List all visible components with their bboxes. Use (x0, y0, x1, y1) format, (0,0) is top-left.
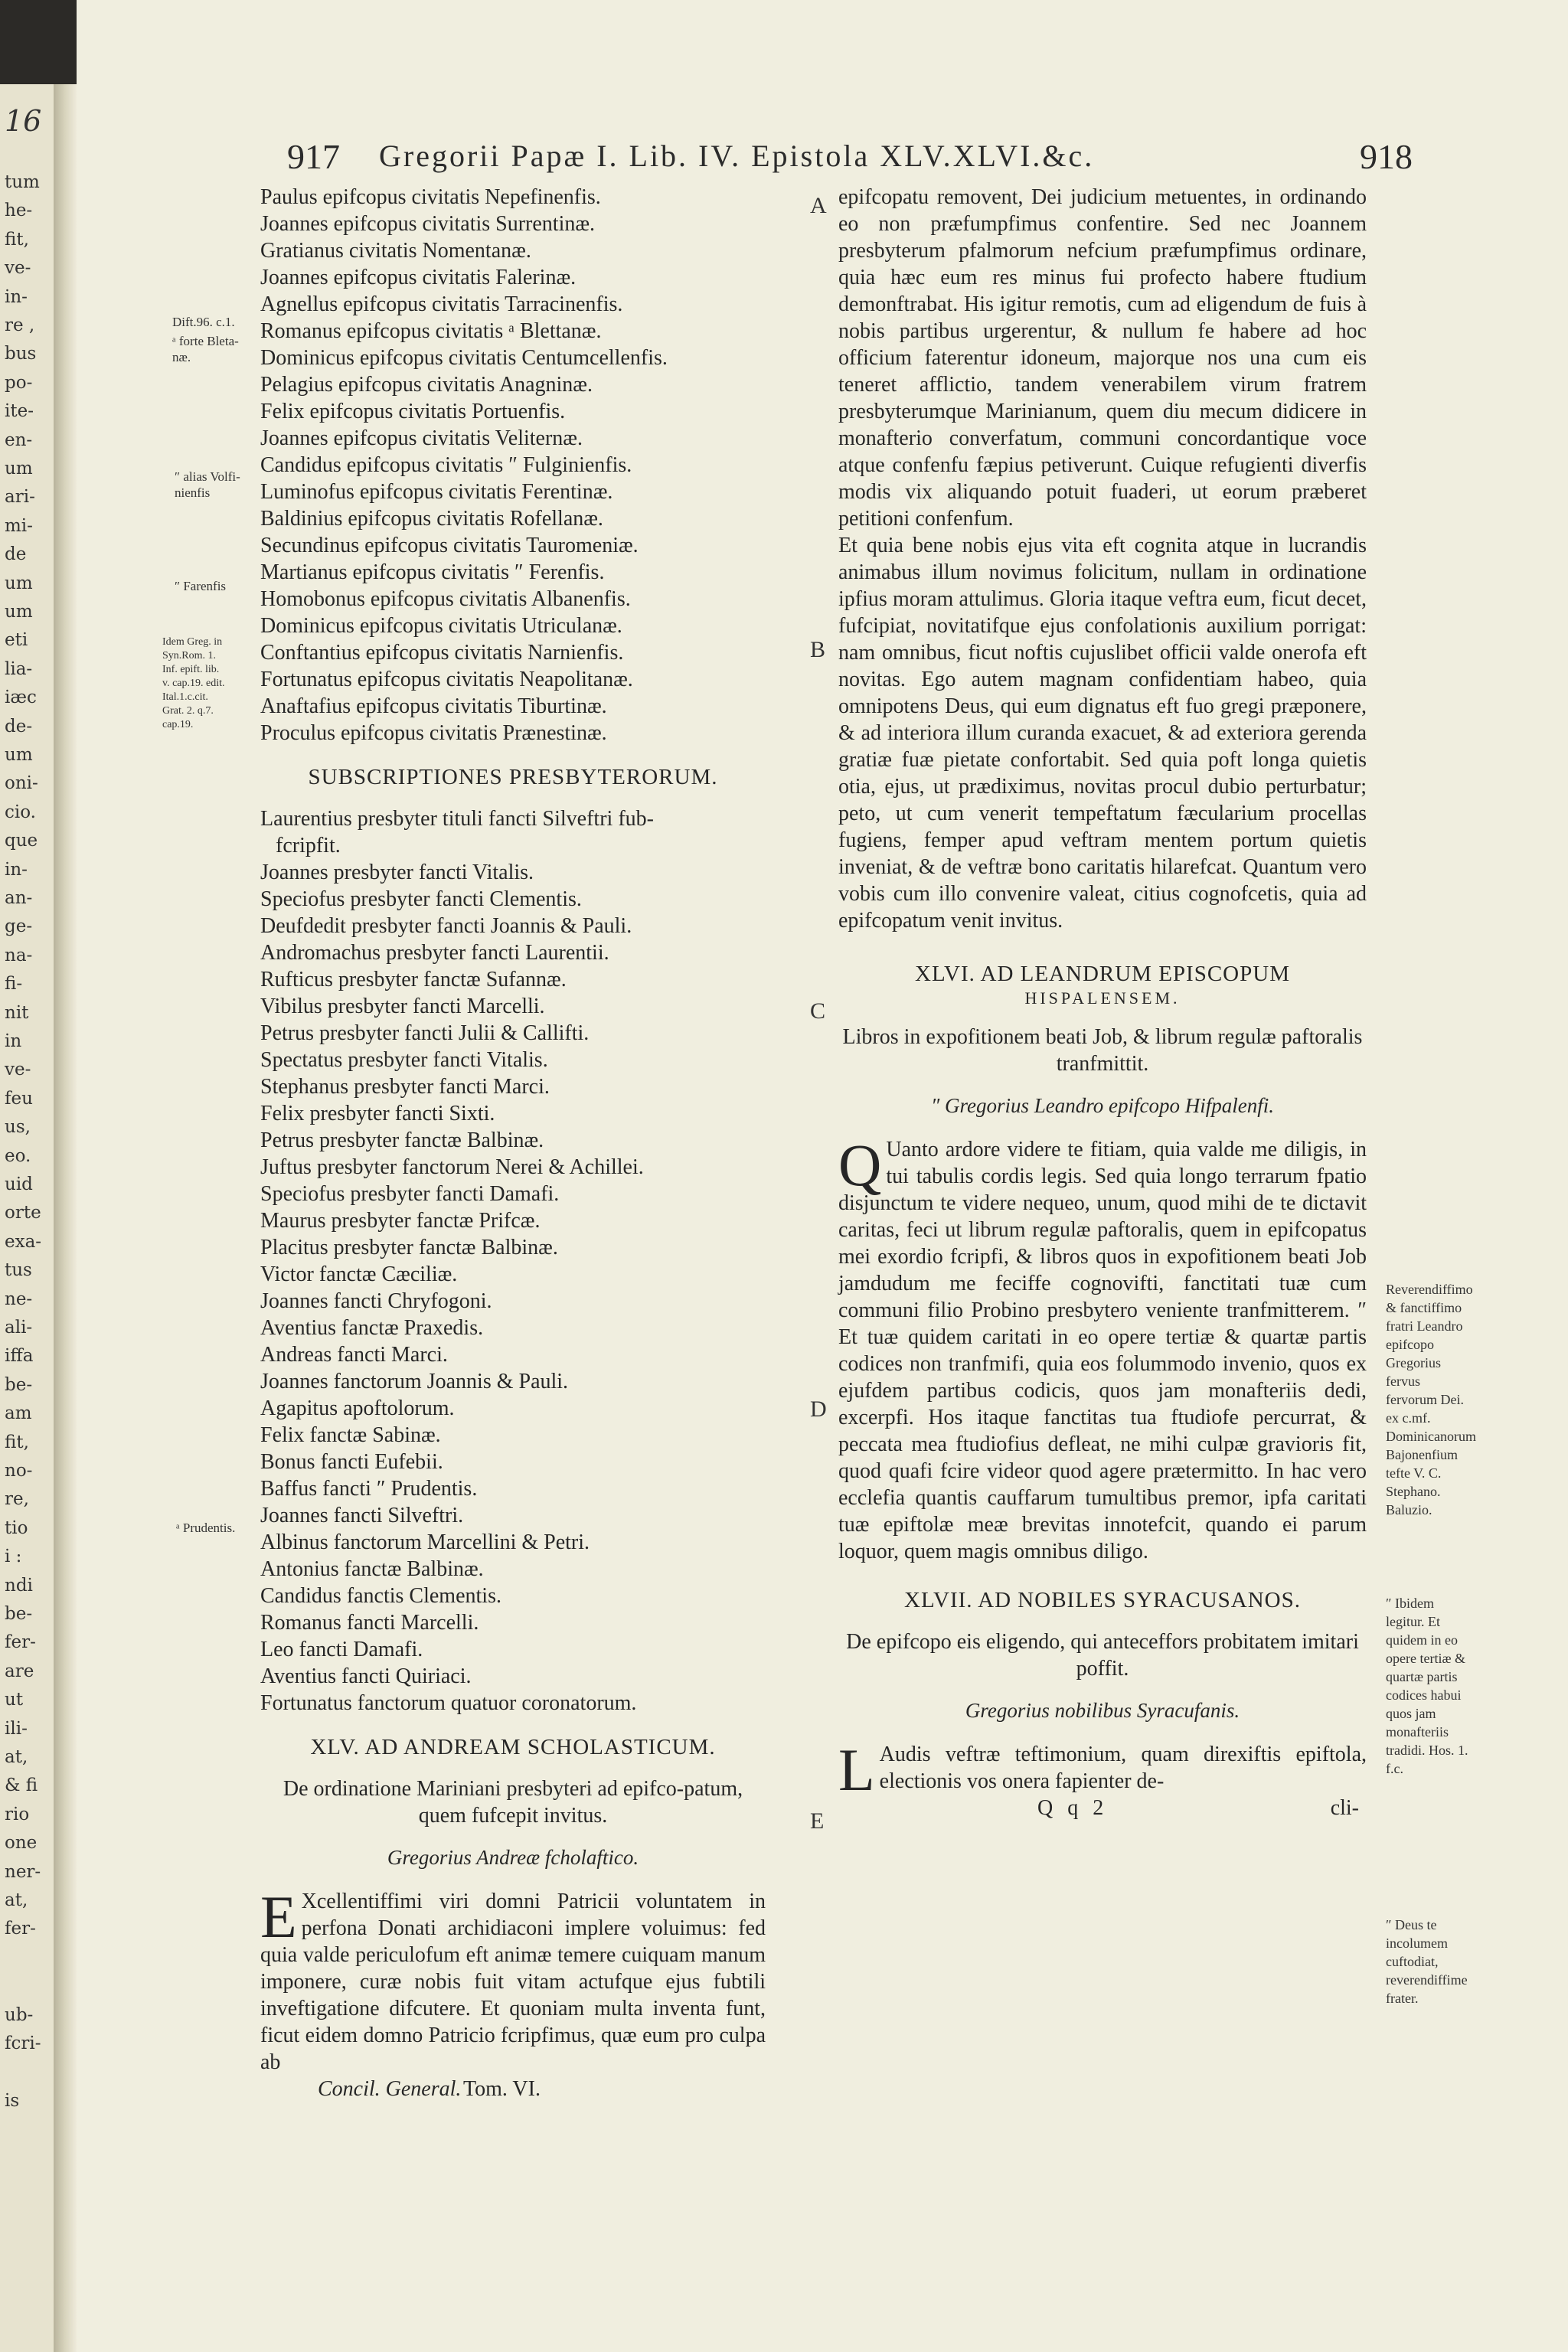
presbyter-subscription-line: Candidus fanctis Clementis. (260, 1584, 501, 1608)
bishop-subscription-line: Conftantius epifcopus civitatis Narnienfis. (260, 641, 624, 665)
letter-xlv-summary: De ordinatione Mariniani presbyteri ad epifco-patum, quem fufcepit invitus. (283, 1777, 743, 1828)
left-column (260, 184, 766, 2103)
previous-page-fragment: no- (5, 1461, 33, 1481)
drop-cap: E (260, 1883, 297, 1950)
drop-cap: Q (838, 1132, 882, 1198)
presbyter-subscription-line: Felix presbyter fancti Sixti. (260, 1102, 495, 1125)
previous-page-fragment: an- (5, 888, 33, 908)
presbyter-subscription-line: Placitus presbyter fanctæ Balbinæ. (260, 1236, 558, 1259)
bishop-subscription-line: Secundinus epifcopus civitatis Tauromeniæ. (260, 534, 639, 557)
bishop-subscription-line: Joannes epifcopus civitatis Falerinæ. (260, 266, 577, 289)
margin-note-prudentis: ᵃ Prudentis. (176, 1521, 236, 1535)
presbyter-subscription-line: Deufdedit presbyter fancti Joannis & Pauli. (260, 914, 632, 938)
letter-xlvi-body (838, 1132, 1367, 1565)
previous-page-fragment: ari- (5, 487, 35, 508)
previous-page-fragment: ve- (5, 1060, 31, 1080)
bishop-subscription-line: Gratianus civitatis Nomentanæ. (260, 239, 531, 263)
signature-mark: Q q 2 (1037, 1796, 1109, 1820)
margin-note-ibidem: ″ Ibidem legitur. Et quidem in eo opere tertiæ & quartæ partis codices habui quos jam monafteriis tradidi. Hos. 1. f.c. (1386, 1596, 1468, 1776)
previous-page-number: 16 (5, 104, 42, 138)
bishop-subscription-line: Anaftafius epifcopus civitatis Tiburtinæ. (260, 694, 607, 718)
letter-xlvi-heading: XLVI. AD LEANDRUM EPISCOPUM (915, 962, 1290, 986)
previous-page-fragment: bus (5, 344, 37, 364)
right-column (838, 184, 1367, 1822)
margin-note-volsiniensis: ″ alias Volfi-nienfis (175, 469, 240, 500)
previous-page-fragment: one (5, 1833, 38, 1854)
presbyters-subscriptions (260, 805, 766, 1717)
previous-page-fragment: lia- (5, 658, 33, 679)
letter-xlvi-text: Uanto ardore videre te fitiam, quia valde me diligis, in tui tabulis cordis legis. Sed quia longo terrarum fpatio disjunctum te videre nequeo, unum, quod mihi de te dictavit caritas, feci ut librum regulæ paftoralis, quem in epifcopatus mei exordio fcripfi, & libros quos in expofitionem beati Job jamdudum me feciffe cognovifti, fanctitati tuæ cum communi filio Probino presbytero veniente tranfmitterem. ″ Et tuæ quidem caritati in eo opere tertiæ & quartæ partis codices non tranfmifi, quia eos folummodo invenio, quos ex ejufdem partibus codicis, quos jam monafteriis dedi, excerpfi. Hos itaque fanctitas tua ftudiofe percurrat, & peccata mea ftudiofius defleat, ne mihi culpæ gravioris fit, quod quafi fcire videor quod agere prætermitto. In hac vero ecclefia quantis cauffarum tumultibus premor, ipfa caritati tuæ epiftolæ meæ brevitas innotefcit, quando ei parum loquor, quem magis omnibus diligo. (838, 1138, 1367, 1563)
presbyter-subscription-line: Stephanus presbyter fancti Marci. (260, 1075, 550, 1099)
previous-page-fragment: po- (5, 372, 33, 393)
bishop-subscription-line: Fortunatus epifcopus civitatis Neapolitanæ. (260, 668, 633, 691)
previous-page-fragment: ub- (5, 2004, 34, 2025)
previous-page-fragment: que (5, 831, 38, 851)
previous-page-fragment: fer- (5, 1919, 36, 1939)
presbyter-subscription-line: Petrus presbyter fanctæ Balbinæ. (260, 1129, 544, 1152)
previous-page-fragment: be- (5, 1604, 33, 1624)
letter-xlvii-body (838, 1736, 1367, 1803)
bishop-subscription-line: Baldinius epifcopus civitatis Rofellanæ. (260, 507, 603, 531)
bishop-subscription-line: Luminofus epifcopus civitatis Ferentinæ. (260, 480, 613, 504)
presbyter-subscription-line: Bonus fancti Eufebii. (260, 1450, 443, 1474)
letter-xlvii-summary: De epifcopo eis eligendo, qui anteceffors probitatem imitari poffit. (846, 1630, 1359, 1681)
presbyter-subscription-line: Joannes presbyter fancti Vitalis. (260, 861, 534, 884)
presbyter-subscription-line: Speciofus presbyter fancti Clementis. (260, 887, 582, 911)
letter-xlv-heading: XLV. AD ANDREAM SCHOLASTICUM. (310, 1735, 716, 1759)
presbyter-subscription-line: Joannes fanctorum Joannis & Pauli. (260, 1370, 569, 1393)
presbyter-subscription-line: Agapitus apoftolorum. (260, 1396, 455, 1420)
previous-page-fragment: ge- (5, 916, 33, 937)
previous-page-fragment: tus (5, 1260, 32, 1281)
presbyter-subscription-line: Aventius fanctæ Praxedis. (260, 1316, 484, 1340)
bishop-subscription-line: Dominicus epifcopus civitatis Centumcellenfis. (260, 346, 668, 370)
previous-page-fragment: tio (5, 1517, 28, 1538)
previous-page-fragment: um (5, 573, 33, 593)
previous-page-fragment: i : (5, 1547, 22, 1567)
presbyter-subscription-line: Joannes fancti Silveftri. (260, 1504, 464, 1527)
letter-xlvi-address: ″ Gregorius Leandro epifcopo Hifpalenfi. (931, 1094, 1274, 1117)
previous-page-fragment: at, (5, 1890, 28, 1910)
left-page-number: 917 (287, 137, 340, 176)
drop-cap: L (838, 1736, 875, 1803)
section-letter-e: E (810, 1808, 825, 1834)
previous-page-fragment: um (5, 602, 33, 622)
previous-page-fragment: ali- (5, 1318, 33, 1338)
margin-note-bletanae: ᵃ forte Bleta-næ. (172, 334, 239, 364)
previous-page-fragment: exa- (5, 1231, 42, 1252)
previous-page-fragment: feu (5, 1088, 33, 1109)
letter-xlv-text: Xcellentiffimi viri domni Patricii voluntatem in perfona Donati archidiaconi implere voluimus: fed quia valde periculofum eft animæ temere cuiquam manum imponere, curæ nobis fuit vitam actufque ejus fubtili inveftigatione difcutere. Et quoniam multa inventa funt, ficut eidem domno Patricio fcripfimus, quæ eum pro culpa ab (260, 1890, 766, 2074)
previous-page-fragment: oni- (5, 773, 38, 794)
presbyter-subscription-line: Fortunatus fanctorum quatuor coronatorum. (260, 1691, 637, 1715)
catchword: cli- (1330, 1796, 1359, 1820)
previous-page-fragment: is (5, 2090, 20, 2111)
presbyters-heading: SUBSCRIPTIONES PRESBYTERORUM. (308, 765, 718, 789)
presbyter-subscription-line: Leo fancti Damafi. (260, 1638, 423, 1661)
presbyter-subscription-line: Petrus presbyter fancti Julii & Callifti. (260, 1021, 590, 1045)
bishop-subscription-line: Joannes epifcopus civitatis Surrentinæ. (260, 212, 596, 236)
letter-xlvi-summary: Libros in expofitionem beati Job, & librum regulæ paftoralis tranfmittit. (842, 1025, 1363, 1076)
previous-page-fragment: tum (5, 172, 40, 192)
running-title: Gregorii Papæ I. Lib. IV. Epistola XLV.XLVI.&c. (379, 139, 1095, 173)
previous-page-fragment: ite- (5, 401, 34, 422)
previous-page-fragment: fer- (5, 1632, 36, 1653)
bishop-subscription-line: Proculus epifcopus civitatis Prænestinæ. (260, 721, 607, 745)
previous-page-fragment: fit, (5, 1432, 29, 1452)
bishop-subscription-line: Martianus epifcopus civitatis ″ Ferenfis. (260, 560, 605, 584)
margin-note-deus-te: ″ Deus te incolumem cuftodiat, reverendiffime frater. (1386, 1917, 1468, 2006)
presbyter-subscription-line: Baffus fancti ″ Prudentis. (260, 1477, 478, 1501)
presbyter-subscription-line: Spectatus presbyter fancti Vitalis. (260, 1048, 548, 1072)
previous-page-fragment: nit (5, 1002, 29, 1023)
previous-page-fragment: re , (5, 315, 35, 335)
section-letter-d: D (810, 1396, 827, 1422)
previous-page-edge (0, 84, 54, 2352)
bishop-subscription-line: Homobonus epifcopus civitatis Albanenfis. (260, 587, 631, 611)
bishop-subscription-line: Romanus epifcopus civitatis ᵃ Blettanæ. (260, 319, 602, 343)
letter-xlvii-address: Gregorius nobilibus Syracufanis. (965, 1699, 1240, 1722)
section-letter-a: A (810, 193, 827, 218)
presbyter-subscription-line: Joannes fancti Chryfogoni. (260, 1289, 492, 1313)
bishop-subscription-line: Pelagius epifcopus civitatis Anagninæ. (260, 373, 593, 397)
presbyter-subscription-line: Antonius fanctæ Balbinæ. (260, 1557, 484, 1581)
presbyter-subscription-line: Andromachus presbyter fancti Laurentii. (260, 941, 609, 965)
bishops-subscriptions (260, 184, 766, 746)
section-letter-c: C (810, 998, 826, 1024)
letter-xlv-continuation-b: Et quia bene nobis ejus vita eft cognita atque in lucrandis animabus illum novimus folicitum, nullam in ordinatione ipfius moram attulimus. Gloria itaque veftra eum, ficut decet, fufcipiat, novitatifque ejus confolationis auxilium porrigat: nam omnibus, ficut noftis cujuslibet officii valde onerofa eft novitas. Ego autem magnam confidentiam habeo, quia omnipotens Deus, qui eum dignatus eft fuo gregi præponere, & ad interiora illum curanda exacuet, & ad exteriora gerenda gratiæ fuæ pietate confortabit. Sed quia poft longa quietis otia, ejus, ut prædiximus, novitas procul dubio perturbatur; peto, ut cum venerit tempeftatum fæcularium procellas fugiens, femper apud veftram mentem portum quietis inveniat, & de veftræ bono caritatis hilarefcat. Quantum vero vobis cum illo convenire valeat, citius cognofcetis, quia ad epifcopatum venit invitus. (838, 534, 1367, 933)
presbyter-subscription-line: fcripfit. (276, 834, 341, 858)
previous-page-fragment: re, (5, 1489, 29, 1510)
previous-page-fragment: are (5, 1661, 34, 1681)
previous-page-fragment: iæc (5, 688, 37, 708)
presbyter-subscription-line: Maurus presbyter fanctæ Prifcæ. (260, 1209, 541, 1233)
previous-page-fragment: de (5, 544, 27, 565)
previous-page-fragment: de- (5, 716, 33, 737)
presbyter-subscription-line: Vibilus presbyter fancti Marcelli. (260, 995, 545, 1018)
letter-xlv-address: Gregorius Andreæ fcholaftico. (387, 1846, 639, 1869)
margin-note-farensis: ″ Farenfis (175, 579, 227, 593)
previous-page-fragment: in- (5, 859, 28, 880)
presbyter-subscription-line: Speciofus presbyter fancti Damafi. (260, 1182, 560, 1206)
page-footer-right (838, 1795, 1367, 1822)
previous-page-fragment: ili- (5, 1718, 28, 1739)
previous-page-fragment: be- (5, 1374, 33, 1395)
page-footer-left (260, 2076, 766, 2103)
previous-page-fragment: orte (5, 1203, 41, 1223)
bishop-subscription-line: Dominicus epifcopus civitatis Utriculanæ. (260, 614, 622, 638)
footer-source: Concil. General. (318, 2077, 462, 2101)
previous-page-fragment: in (5, 1031, 22, 1051)
previous-page-fragment: ne- (5, 1289, 33, 1309)
bishop-subscription-line: Agnellus epifcopus civitatis Tarracinenfis. (260, 292, 623, 316)
book-gutter (54, 84, 77, 2352)
margin-note-dist: Dift.96. c.1. (172, 315, 235, 329)
previous-page-fragment: ut (5, 1690, 24, 1710)
previous-page-fragment: fi- (5, 974, 23, 995)
previous-page-fragment: ve- (5, 258, 31, 279)
letter-xlv-body (260, 1883, 766, 2076)
previous-page-fragment: mi- (5, 515, 33, 536)
letter-xlvii-heading: XLVII. AD NOBILES SYRACUSANOS. (904, 1588, 1301, 1612)
previous-page-fragment: fit, (5, 229, 29, 250)
previous-page-fragment: um (5, 745, 33, 765)
presbyter-subscription-line: Albinus fanctorum Marcellini & Petri. (260, 1530, 590, 1554)
presbyter-subscription-line: Rufticus presbyter fanctæ Sufannæ. (260, 968, 567, 991)
previous-page-fragment: en- (5, 430, 33, 450)
presbyter-subscription-line: Andreas fancti Marci. (260, 1343, 448, 1367)
presbyter-subscription-line: Felix fanctæ Sabinæ. (260, 1423, 441, 1447)
section-letter-b: B (810, 637, 826, 662)
previous-page-fragment: & fi (5, 1775, 38, 1796)
previous-page-fragment: ner- (5, 1861, 41, 1882)
book-page (77, 0, 1568, 2352)
margin-note-gregorius-synod: Idem Greg. in Syn.Rom. 1. Inf. epift. lib. v. cap.19. edit. Ital.1.c.cit. Grat. 2. q.7. cap.19. (162, 636, 225, 730)
presbyter-subscription-line: Laurentius presbyter tituli fancti Silveftri fub- (260, 807, 654, 831)
letter-xlv-continuation-a: epifcopatu removent, Dei judicium metuentes, in ordinando eo non præfumpfimus confentire. Sed nec Joannem presbyterum pfalmorum nefcium præfumpfimus ordinare, quia hæc eum res minus fui profecto habere ftudium demonftrabat. His igitur remotis, cum ad eligendum de fuis à nobis partibus urgerentur, & nullum fe habere ad hoc officium faterentur idoneum, majorque nos una cum eis teneret afflictio, tandem venerabilem virum fratrem presbyterumque Marinianum, quem diu mecum didicere in monafterio converfatum, communi concordantique voce atque confenfu fæpius petiverunt. Cuique refugienti diverfis modis vix aliquando potuit fuaderi, ut eorum præberet petitioni confenfum. (838, 185, 1367, 531)
previous-page-fragment: fcri- (5, 2034, 41, 2053)
bishop-subscription-line: Felix epifcopus civitatis Portuenfis. (260, 400, 566, 423)
previous-page-fragment: iffa (5, 1346, 34, 1367)
footer-volume: Tom. VI. (463, 2077, 541, 2101)
presbyter-subscription-line: Aventius fancti Quiriaci. (260, 1664, 472, 1688)
previous-page-fragment: am (5, 1403, 32, 1424)
previous-page-fragment: uid (5, 1174, 33, 1194)
previous-page-fragment: he- (5, 201, 33, 221)
right-page-number: 918 (1360, 137, 1413, 176)
margin-note-reverendissimo: Reverendiffimo & fanctiffimo fratri Leandro epifcopo Gregorius fervus fervorum Dei. ex c.mf. Dominicanorum Bajonenfium tefte V. C. Stephano. Baluzio. (1386, 1282, 1476, 1517)
page-header (287, 136, 1413, 179)
previous-page-fragment: in- (5, 286, 28, 307)
previous-page-fragment: rio (5, 1804, 30, 1824)
letter-xlvi-heading-2: HISPALENSEM. (1024, 988, 1181, 1008)
bishop-subscription-line: Joannes epifcopus civitatis Veliternæ. (260, 426, 583, 450)
previous-page-fragment: eo. (5, 1145, 31, 1166)
bishop-subscription-line: Candidus epifcopus civitatis ″ Fulginienfis. (260, 453, 632, 477)
previous-page-fragment: eti (5, 630, 28, 651)
bishop-subscription-line: Paulus epifcopus civitatis Nepefinenfis. (260, 185, 601, 209)
previous-page-fragment: us, (5, 1117, 31, 1138)
presbyter-subscription-line: Juftus presbyter fanctorum Nerei & Achillei. (260, 1155, 644, 1179)
previous-page-fragment: cio. (5, 802, 36, 822)
presbyter-subscription-line: Victor fanctæ Cæciliæ. (260, 1263, 458, 1286)
previous-page-fragment: na- (5, 945, 33, 965)
previous-page-fragment: um (5, 459, 33, 479)
letter-xlvii-text: Audis veftræ teftimonium, quam direxiftis epiftola, electionis vos onera fapienter de- (879, 1743, 1367, 1793)
previous-page-fragment: ndi (5, 1575, 33, 1596)
presbyter-subscription-line: Romanus fancti Marcelli. (260, 1611, 479, 1635)
previous-page-fragment: at, (5, 1747, 28, 1767)
